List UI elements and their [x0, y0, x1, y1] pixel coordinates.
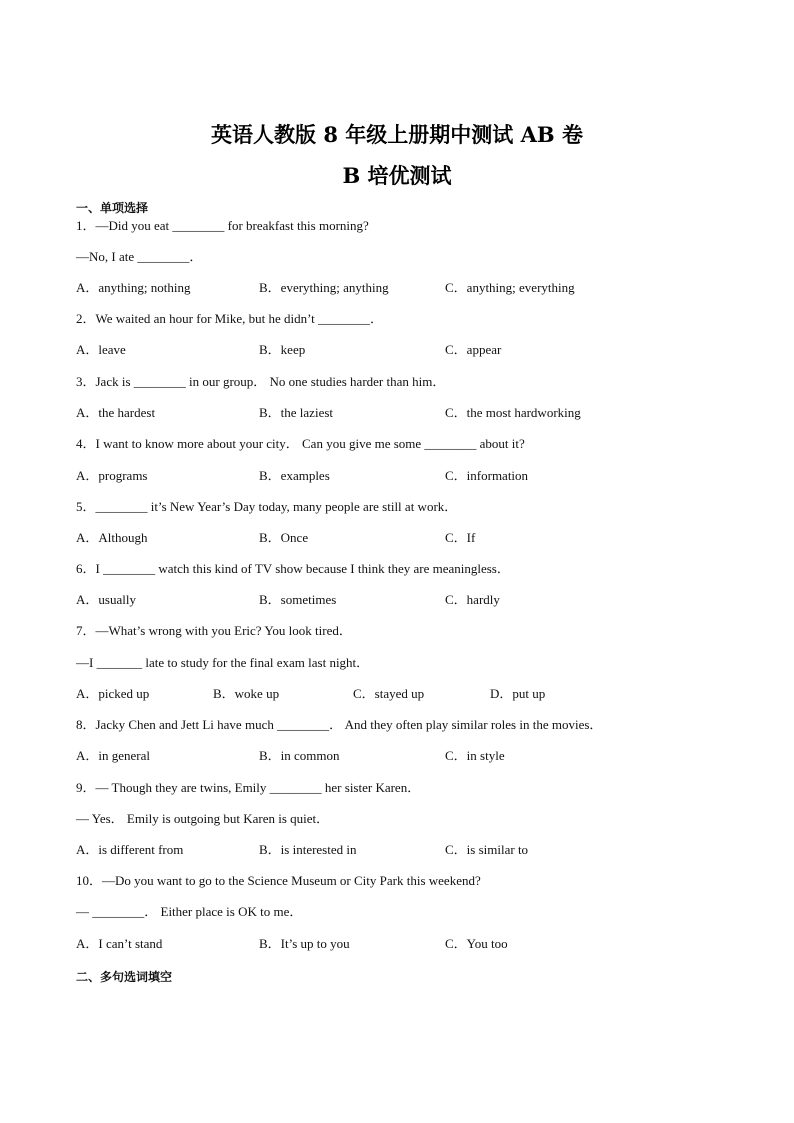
question-line: 6．I ________ watch this kind of TV show because I think they are meaningless．: [76, 561, 510, 576]
question-line: 2．We waited an hour for Mike, but he didn’t ________．: [76, 311, 384, 326]
answer-option: A．in general: [76, 748, 151, 763]
question-line: 10．—Do you want to go to the Science Museum or City Park this weekend?: [76, 873, 481, 888]
answer-option: C．the most hardworking: [445, 405, 581, 420]
document-title: 英语人教版 8 年级上册期中测试 AB 卷: [211, 122, 583, 147]
answer-option: C．hardly: [445, 592, 500, 607]
section-heading-single-choice: 一、单项选择: [76, 201, 149, 215]
section-heading-word-fill: 二、多句选词填空: [76, 970, 173, 984]
answer-option: A．anything; nothing: [76, 280, 191, 295]
answer-option: C．You too: [445, 936, 508, 951]
answer-option: C．appear: [445, 342, 502, 357]
answer-option: B．It’s up to you: [259, 936, 350, 951]
question-line: 8．Jacky Chen and Jett Li have much ________． And they often play similar roles in the movies．: [76, 717, 603, 732]
answer-option: B．the laziest: [259, 405, 334, 420]
answer-option: A．leave: [76, 342, 126, 357]
answer-option: A．picked up: [76, 686, 150, 701]
answer-option: C．is similar to: [445, 842, 529, 857]
answer-option: B．in common: [259, 748, 340, 763]
question-line: — Yes． Emily is outgoing but Karen is quiet．: [76, 811, 330, 826]
question-line: 1．—Did you eat ________ for breakfast this morning?: [76, 218, 369, 233]
answer-option: C．stayed up: [353, 686, 425, 701]
answer-option: B．examples: [259, 468, 330, 483]
answer-option: A．I can’t stand: [76, 936, 163, 951]
question-line: 4．I want to know more about your city． Can you give me some ________ about it?: [76, 436, 525, 451]
question-line: —I _______ late to study for the final exam last night．: [76, 655, 370, 670]
answer-option: B．keep: [259, 342, 306, 357]
answer-option: B．everything; anything: [259, 280, 389, 295]
answer-option: B．Once: [259, 530, 309, 545]
answer-option: A．is different from: [76, 842, 184, 857]
question-line: —No, I ate ________．: [76, 249, 203, 264]
answer-option: A．the hardest: [76, 405, 156, 420]
answer-option: C．If: [445, 530, 476, 545]
answer-option: B．sometimes: [259, 592, 337, 607]
answer-option: B．is interested in: [259, 842, 357, 857]
answer-option: C．anything; everything: [445, 280, 575, 295]
question-line: 5．________ it’s New Year’s Day today, many people are still at work．: [76, 499, 458, 514]
question-line: 3．Jack is ________ in our group． No one studies harder than him．: [76, 374, 446, 389]
question-line: — ________． Either place is OK to me．: [76, 904, 303, 919]
answer-option: B．woke up: [213, 686, 280, 701]
answer-option: D．put up: [490, 686, 546, 701]
document-subtitle: B 培优测试: [342, 163, 452, 188]
answer-option: A．usually: [76, 592, 136, 607]
question-line: 7．—What’s wrong with you Eric? You look tired．: [76, 623, 352, 638]
answer-option: A．programs: [76, 468, 148, 483]
answer-option: C．information: [445, 468, 529, 483]
question-line: 9．— Though they are twins, Emily ________ her sister Karen．: [76, 780, 421, 795]
answer-option: C．in style: [445, 748, 505, 763]
answer-option: A．Although: [76, 530, 148, 545]
